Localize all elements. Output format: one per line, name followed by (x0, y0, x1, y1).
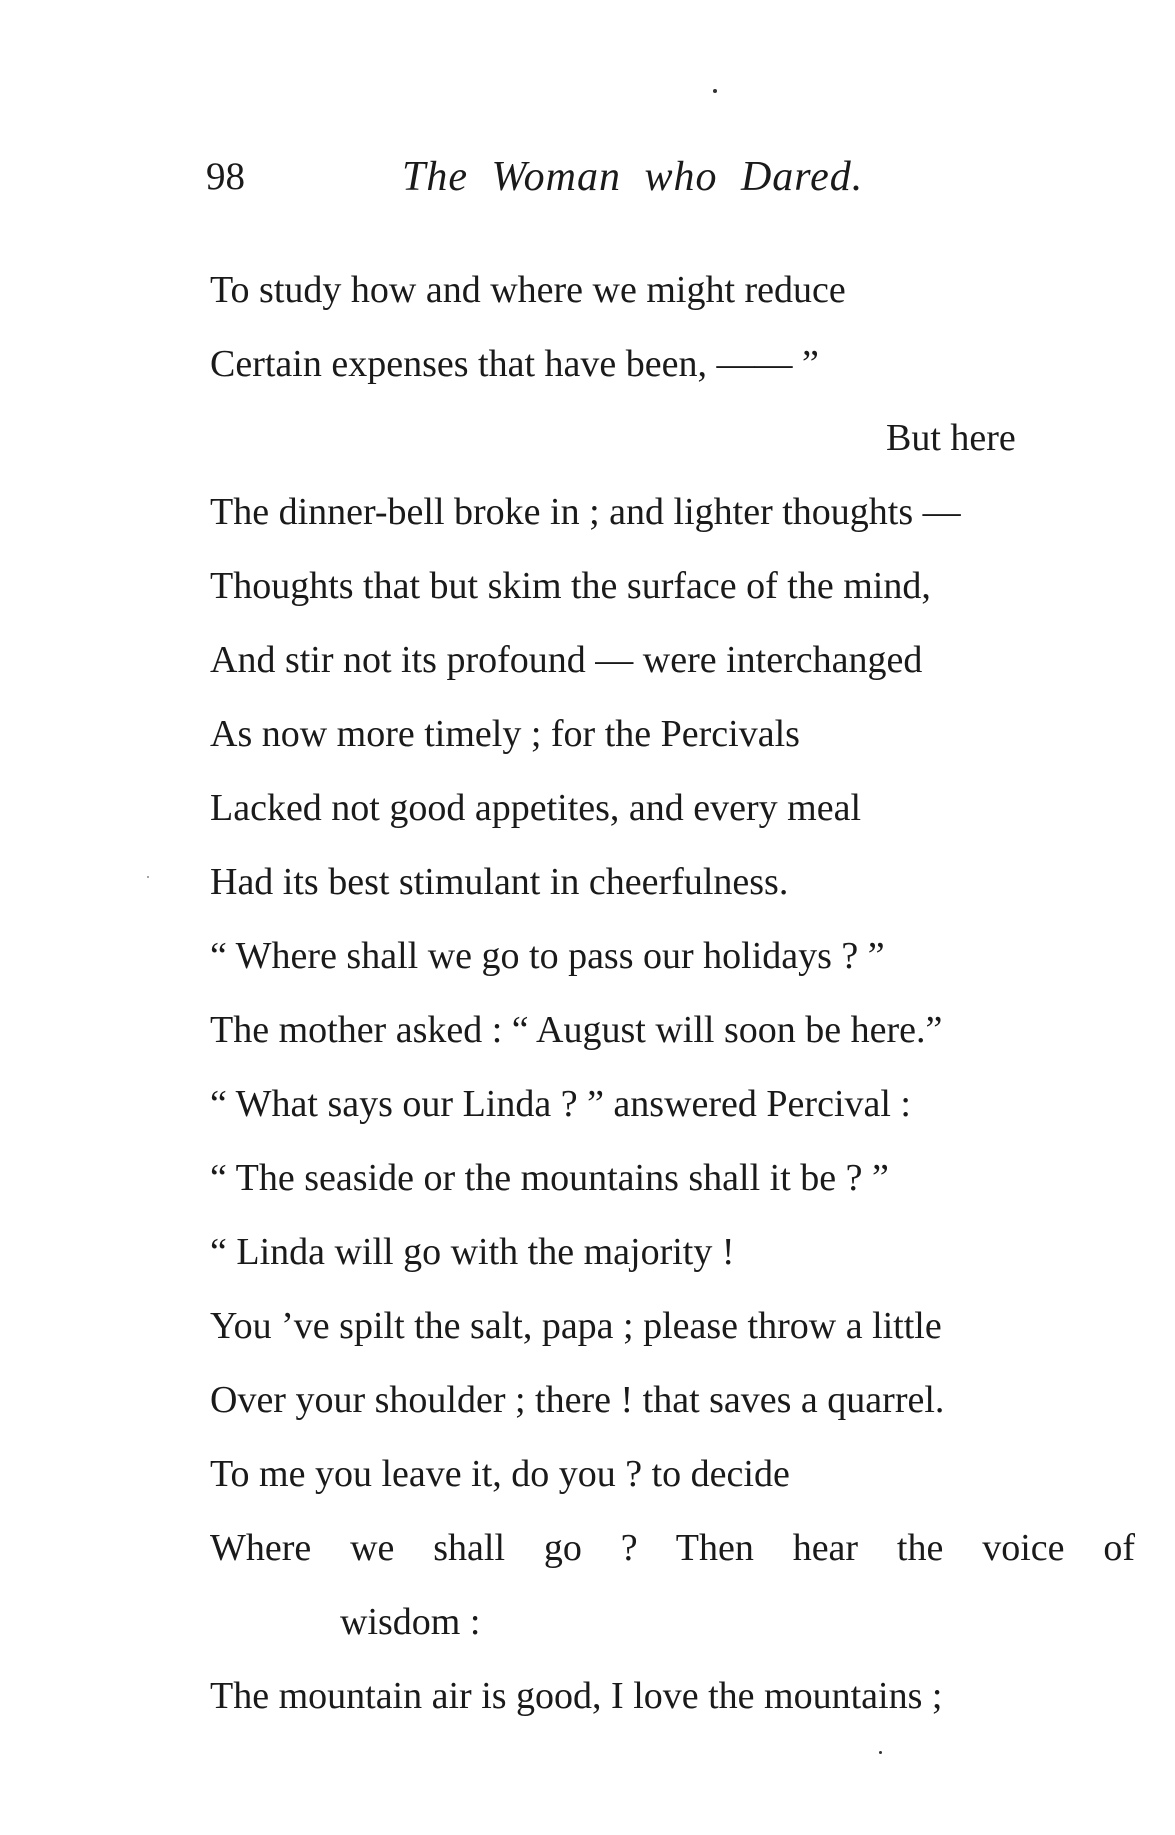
verse-line: To study how and where we might reduce (210, 269, 846, 311)
verse-line: Lacked not good appetites, and every meal (210, 787, 862, 829)
verse-line: “ Where shall we go to pass our holidays ? ” (210, 935, 885, 977)
ink-speck (879, 1751, 882, 1754)
verse-line: “ Linda will go with the majority ! (210, 1231, 735, 1273)
page-number: 98 (206, 155, 245, 198)
ink-speck (147, 876, 149, 878)
verse-line: You ’ve spilt the salt, papa ; please throw a little (210, 1305, 942, 1347)
verse-text (210, 253, 1135, 1733)
verse-line: Certain expenses that have been, —— ” (210, 343, 819, 385)
verse-line: Over your shoulder ; there ! that saves a quarrel. (210, 1379, 945, 1421)
verse-line: To me you leave it, do you ? to decide (210, 1453, 790, 1495)
verse-line: The mother asked : “ August will soon be here.” (210, 1009, 943, 1051)
verse-line: And stir not its profound — were interchanged (210, 639, 923, 681)
page-header (206, 152, 986, 202)
verse-line-continuation: wisdom : (340, 1601, 481, 1643)
verse-line: Thoughts that but skim the surface of the mind, (210, 565, 931, 607)
verse-line: As now more timely ; for the Percivals (210, 713, 800, 755)
ink-speck (713, 89, 717, 93)
verse-line: Where we shall go ? Then hear the voice of (210, 1527, 1135, 1569)
verse-line: But here (886, 417, 1016, 459)
verse-line: “ The seaside or the mountains shall it be ? ” (210, 1157, 889, 1199)
verse-line: Had its best stimulant in cheerfulness. (210, 861, 789, 903)
verse-line: “ What says our Linda ? ” answered Percival : (210, 1083, 911, 1125)
running-title: The Woman who Dared. (402, 154, 864, 200)
verse-line: The dinner-bell broke in ; and lighter thoughts — (210, 491, 961, 533)
verse-line: The mountain air is good, I love the mountains ; (210, 1675, 943, 1717)
